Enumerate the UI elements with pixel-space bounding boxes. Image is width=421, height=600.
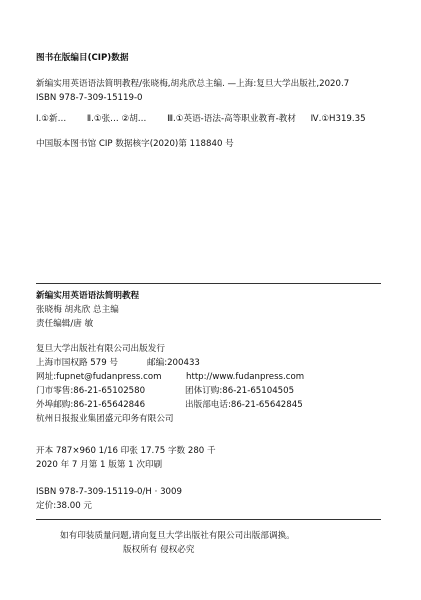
divider-top (36, 283, 381, 284)
publishing-dept-phone: 出版部电话:86-21-65642845 (185, 400, 303, 410)
publisher-name: 复旦大学出版社有限公司出版发行 (36, 344, 165, 354)
publisher-postcode: 邮编:200433 (147, 358, 200, 368)
cip-isbn: ISBN 978-7-309-15119-0 (36, 93, 143, 103)
divider-bottom (36, 519, 381, 520)
book-title: 新编实用英语语法简明教程 (36, 291, 140, 301)
cip-record: 中国版本图书馆 CIP 数据核字(2020)第 118840 号 (36, 139, 234, 149)
quality-notice: 如有印装质量问题,请向复旦大学出版社有限公司出版部调换。 (60, 531, 295, 541)
edition-info: 2020 年 7 月第 1 版第 1 次印刷 (36, 460, 163, 470)
printer-name: 杭州日报报业集团盛元印务有限公司 (36, 414, 174, 424)
format-specs: 开本 787×960 1/16 印张 17.75 字数 280 千 (36, 446, 216, 456)
price: 定价:38.00 元 (36, 501, 93, 511)
responsible-editor: 责任编辑/唐 敏 (36, 319, 94, 329)
publisher-address: 上海市国权路 579 号 (36, 358, 119, 368)
isbn-full: ISBN 978-7-309-15119-0/H · 3009 (36, 487, 182, 497)
mailorder-phone: 外埠邮购:86-21-65642846 (36, 400, 146, 410)
classification-4: Ⅳ.①H319.35 (310, 114, 366, 124)
classification-3: Ⅲ.①英语-语法-高等职业教育-教材 (167, 114, 296, 124)
publisher-email: 网址:fupnet@fudanpress.com (36, 372, 162, 382)
group-phone: 团体订购:86-21-65104505 (185, 386, 295, 396)
cip-heading: 图书在版编目(CIP)数据 (36, 53, 129, 63)
classification-1: Ⅰ.①新… (36, 114, 67, 124)
book-editors: 张晓梅 胡兆欣 总主编 (36, 305, 119, 315)
publisher-website: http://www.fudanpress.com (186, 372, 305, 382)
rights-notice: 版权所有 侵权必究 (123, 545, 195, 555)
classification-2: Ⅱ.①张… ②胡… (86, 114, 147, 124)
retail-phone: 门市零售:86-21-65102580 (36, 386, 146, 396)
cip-entry-line: 新编实用英语语法简明教程/张晓梅,胡兆欣总主编. —上海:复旦大学出版社,2020.7 (36, 79, 350, 89)
cip-classification (36, 114, 366, 125)
